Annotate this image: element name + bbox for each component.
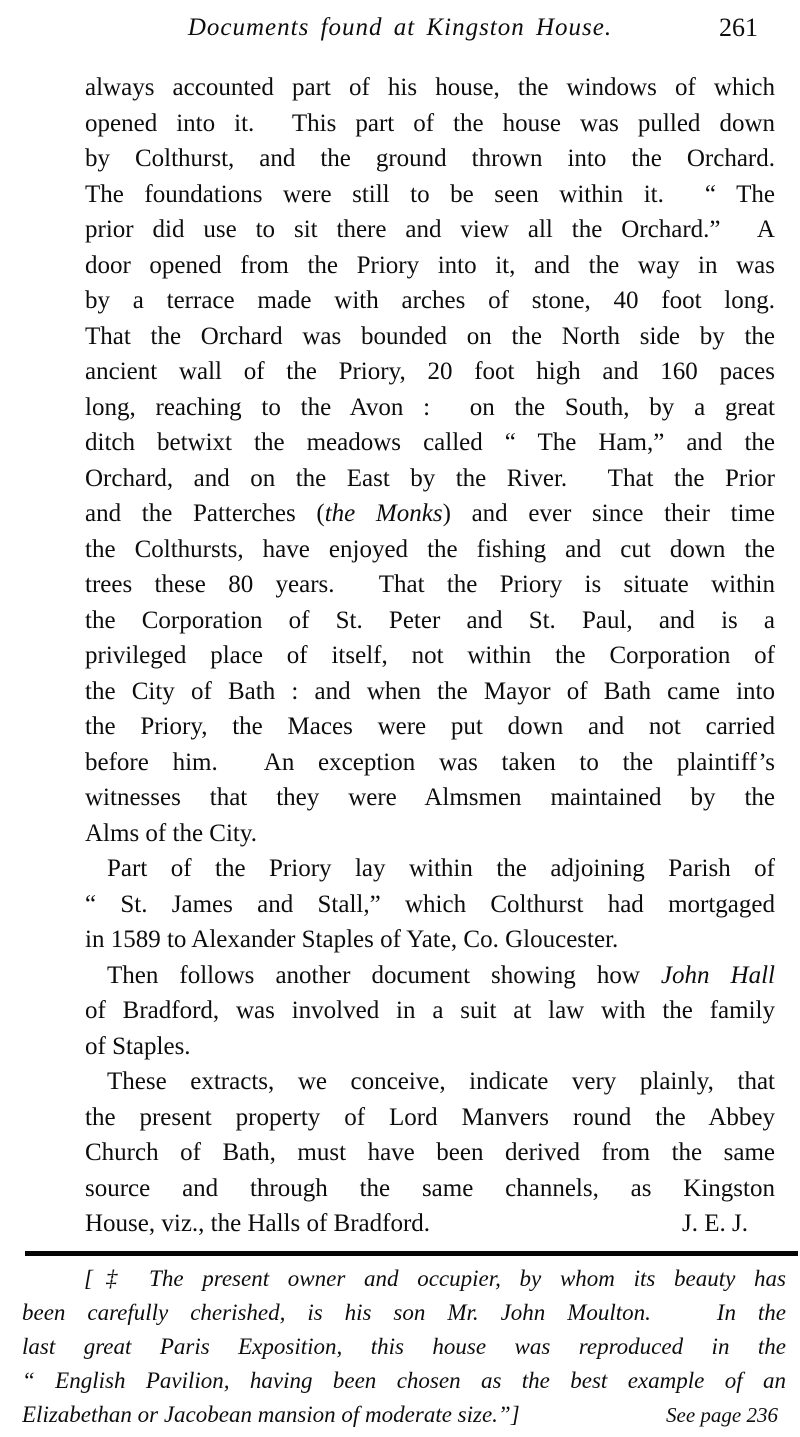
text-segment: the Corporation of St. Peter and St. Paul, and is a (85, 606, 775, 634)
text-line (85, 851, 775, 887)
text-segment: of Bradford, was involved in a suit at law with the family (85, 997, 775, 1024)
text-segment: source and through the same channels, as Kingston (85, 1174, 775, 1202)
text-line (85, 638, 775, 674)
header-title: Documents found at Kingston House. (187, 14, 613, 41)
footnote (22, 1262, 786, 1432)
text-segment: ditch betwixt the meadows called “ The Ham,” and the (85, 429, 775, 456)
text-line (85, 248, 775, 284)
text-segment: ancient wall of the Priory, 20 foot high and 160 paces (85, 358, 775, 385)
text-line (85, 1135, 775, 1171)
text-segment: “ St. James and Stall,” which Colthurst had mortgaged (85, 890, 775, 918)
text-segment: Then follows another document showing how (107, 961, 661, 989)
text-segment: by Colthurst, and the ground thrown into the Orchard. (85, 145, 775, 172)
text-segment: last great Paris Exposition, this house was reproduced in the (22, 1334, 786, 1359)
text-segment: trees these 80 years. That the Priory is situate within (85, 571, 775, 598)
see-page-reference: See page 236 (666, 1403, 778, 1427)
text-line (85, 1206, 775, 1242)
text-segment: That the Orchard was bounded on the North side by the (85, 322, 775, 350)
text-line (85, 141, 775, 177)
text-segment: the Priory, the Maces were put down and not carried (85, 713, 775, 740)
text-segment: before him. An exception was taken to the plaintiff’s (85, 748, 775, 776)
fn-line (22, 1296, 786, 1330)
text-line (85, 603, 775, 639)
text-segment: by a terrace made with arches of stone, 40 foot long. (85, 287, 775, 314)
text-line (85, 1171, 775, 1207)
text-line (85, 993, 775, 1029)
line-left-text (85, 1206, 430, 1242)
text-segment: “ English Pavilion, having been chosen as the best example of an (22, 1368, 786, 1393)
text-line (85, 496, 775, 532)
text-segment: witnesses that they were Almsmen maintained by the (85, 784, 775, 811)
fn-line (22, 1330, 786, 1364)
text-segment: door opened from the Priory into it, and the way in was (85, 251, 775, 279)
text-segment: and the Patterches ( (85, 500, 325, 527)
fn-line (22, 1364, 786, 1398)
text-segment: Church of Bath, must have been derived from the same (85, 1139, 775, 1166)
text-segment: privileged place of itself, not within the Corporation of (85, 642, 775, 669)
page-number: 261 (719, 13, 758, 42)
text-segment: House, viz., the Halls of Bradford. (85, 1210, 431, 1237)
author-initials: J. E. J. (682, 1210, 748, 1237)
text-line (85, 425, 775, 461)
text-line (85, 887, 775, 923)
text-line (85, 461, 775, 497)
text-line (85, 1029, 775, 1065)
text-line (85, 390, 775, 426)
text-segment: [‡ The present owner and occupier, by whom its beauty has (84, 1266, 786, 1291)
text-segment: in 1589 to Alexander Staples of Yate, Co. Gloucester. (85, 926, 619, 953)
text-line (85, 1100, 775, 1136)
text-line (85, 745, 775, 781)
fn-line (22, 1262, 786, 1296)
text-segment: opened into it. This part of the house was pulled down (85, 109, 775, 137)
text-segment: the Colthursts, have enjoyed the fishing and cut down the (85, 535, 775, 563)
text-segment: the City of Bath : and when the Mayor of Bath came into (85, 677, 775, 705)
text-segment: Orchard, and on the East by the River. That the Prior (85, 464, 775, 492)
text-segment: prior did use to sit there and view all the Orchard.” A (85, 216, 775, 243)
fn-line (22, 1398, 786, 1432)
text-line (85, 319, 775, 355)
italic-text-segment: the Monks (324, 500, 443, 527)
text-line (85, 283, 775, 319)
text-segment: Alms of the City. (85, 819, 257, 847)
text-line (85, 709, 775, 745)
text-line (85, 674, 775, 710)
footnote-separator-rule (25, 1251, 798, 1256)
text-line (85, 1064, 775, 1100)
text-segment: These extracts, we conceive, indicate very plainly, that (107, 1068, 775, 1095)
text-line (85, 816, 775, 852)
text-line (85, 532, 775, 568)
text-segment: been carefully cherished, is his son Mr. John Moulton. In the (22, 1300, 786, 1325)
text-line (85, 354, 775, 390)
text-segment: Elizabethan or Jacobean mansion of moderate size.”] (22, 1402, 520, 1427)
text-line (85, 958, 775, 994)
line-left-text (22, 1398, 520, 1432)
text-segment: long, reaching to the Avon : on the South, by a great (85, 393, 775, 421)
text-segment: the present property of Lord Manvers round the Abbey (85, 1103, 775, 1131)
text-segment: of Staples. (85, 1032, 191, 1060)
body-text (85, 70, 775, 1242)
text-segment: Part of the Priory lay within the adjoining Parish of (107, 855, 775, 882)
text-line (85, 106, 775, 142)
text-segment: The foundations were still to be seen within it. “ The (85, 180, 775, 208)
text-line (85, 177, 775, 213)
text-segment: always accounted part of his house, the windows of which (85, 74, 775, 101)
italic-text-segment: John Hall (660, 961, 775, 989)
text-line (85, 922, 775, 958)
text-line (85, 70, 775, 106)
text-segment: ) and ever since their time (442, 500, 775, 527)
running-header (0, 12, 800, 44)
text-line (85, 780, 775, 816)
text-line (85, 567, 775, 603)
text-line (85, 212, 775, 248)
